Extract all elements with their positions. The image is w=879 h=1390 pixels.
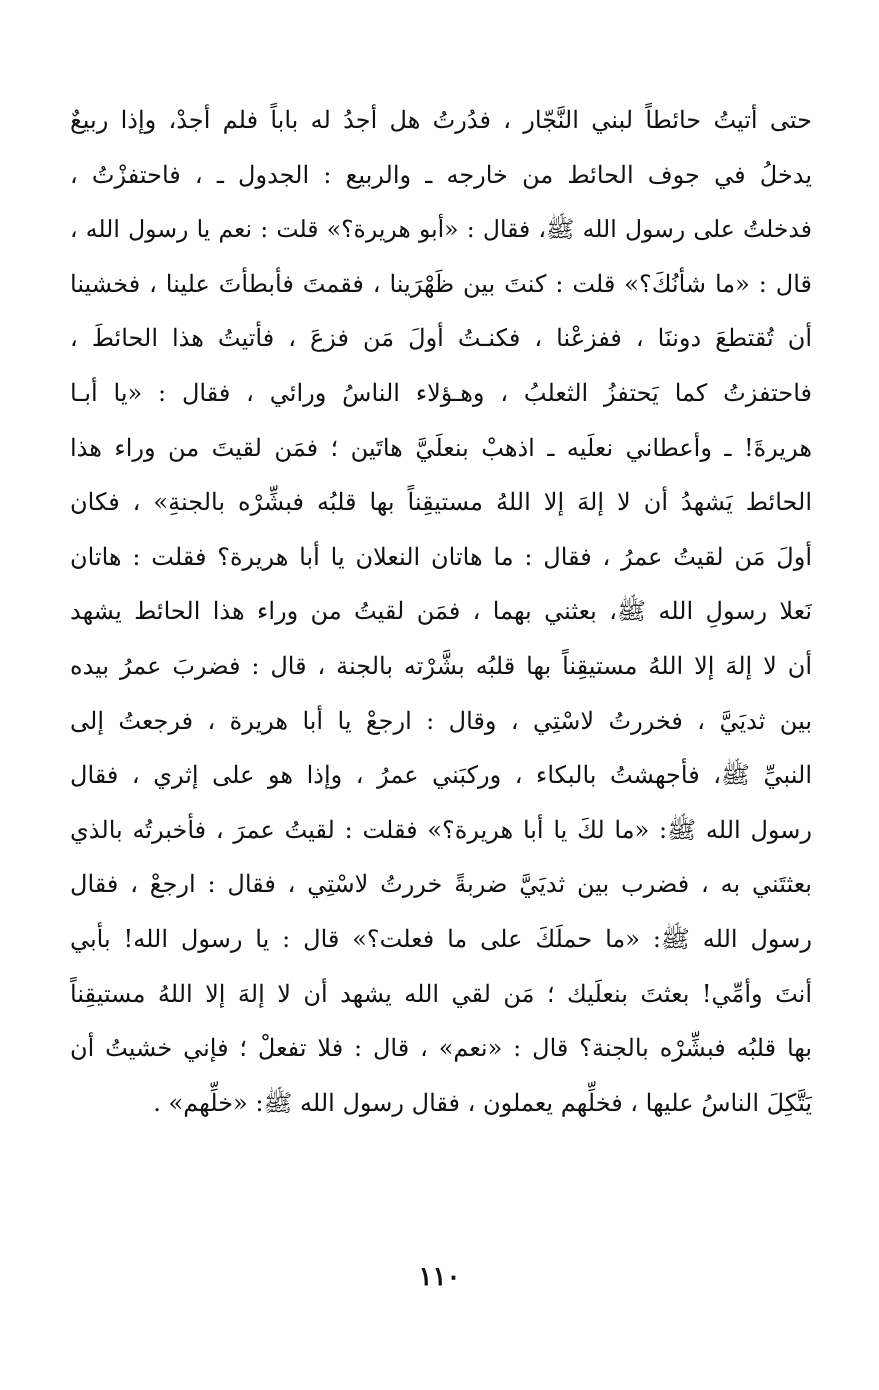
text-line-8: الحائط يَشهدُ أن لا إلهَ إلا اللهُ مستيقِناً بها قلبُه فبشِّرْه بالجنةِ» ، فكان [70,488,812,517]
text-line-17: أنتَ وأمِّي! بعثتَ بنعلَيك ؛ مَن لقي الله يشهد أن لا إلهَ إلا اللهُ مستيقِناً [70,979,812,1008]
text-line-13: النبيِّ ﷺ، فأجهشتُ بالبكاء ، وركبَني عمرُ ، وإذا هو على إثري ، فقال [70,761,812,790]
text-line-9: أولَ مَن لقيتُ عمرُ ، فقال : ما هاتان النعلان يا أبا هريرة؟ فقلت : هاتان [70,542,812,571]
text-line-2: يدخلُ في جوف الحائط من خارجه ـ والربيع : الجدول ـ ، فاحتفزْتُ ، [70,160,812,189]
text-line-19: يَتَّكِلَ الناسُ عليها ، فخلِّهم يعملون ، فقال رسول الله ﷺ: «خلِّهم» . [153,1088,812,1117]
text-line-4: قال : «ما شأنُكَ؟» قلت : كنتَ بين ظَهْرَينا ، فقمتَ فأبطأتَ علينا ، فخشينا [70,269,812,298]
text-line-15: بعثتَني به ، فضرب بين ثديَيَّ ضربةً خررتُ لاسْتِي ، فقال : ارجعْ ، فقال [70,870,812,899]
text-line-6: فاحتفزتُ كما يَحتفزُ الثعلبُ ، وهـؤلاء الناسُ ورائي ، فقال : «يا أبـا [70,378,812,407]
text-line-18: بها قلبُه فبشِّرْه بالجنة؟ قال : «نعم» ، قال : فلا تفعلْ ؛ فإني خشيتُ أن [70,1034,812,1063]
page-number: ١١٠ [418,1262,461,1292]
text-line-10: نَعلا رسولِ الله ﷺ، بعثني بهما ، فمَن لقيتُ من وراء هذا الحائط يشهد [70,597,812,626]
text-line-12: بين ثديَيَّ ، فخررتُ لاسْتِي ، وقال : ارجعْ يا أبا هريرة ، فرجعتُ إلى [70,706,812,735]
text-line-1: حتى أتيتُ حائطاً لبني النَّجّار ، فدُرتُ هل أجدُ له باباً فلم أجدْ، وإذا ربيعٌ [70,106,812,134]
body-text [70,93,812,1130]
text-line-11: أن لا إلهَ إلا اللهُ مستيقِناً بها قلبُه بشَّرْته بالجنة ، قال : فضربَ عمرُ بيده [70,651,812,680]
text-line-3: فدخلتُ على رسول الله ﷺ، فقال : «أبو هريرة؟» قلت : نعم يا رسول الله ، [70,215,812,244]
text-line-5: أن تُقتطعَ دوننَا ، ففزعْنا ، فكنـتُ أولَ مَن فزعَ ، فأتيتُ هذا الحائطَ ، [70,324,812,353]
text-line-16: رسول الله ﷺ: «ما حملَكَ على ما فعلت؟» قال : يا رسول الله! بأبي [70,924,812,953]
text-line-14: رسول الله ﷺ: «ما لكَ يا أبا هريرة؟» فقلت : لقيتُ عمرَ ، فأخبرتُه بالذي [70,815,812,844]
text-line-7: هريرةَ! ـ وأعطاني نعلَيه ـ اذهبْ بنعلَيَّ هاتَين ؛ فمَن لقيتَ من وراء هذا [70,433,812,462]
